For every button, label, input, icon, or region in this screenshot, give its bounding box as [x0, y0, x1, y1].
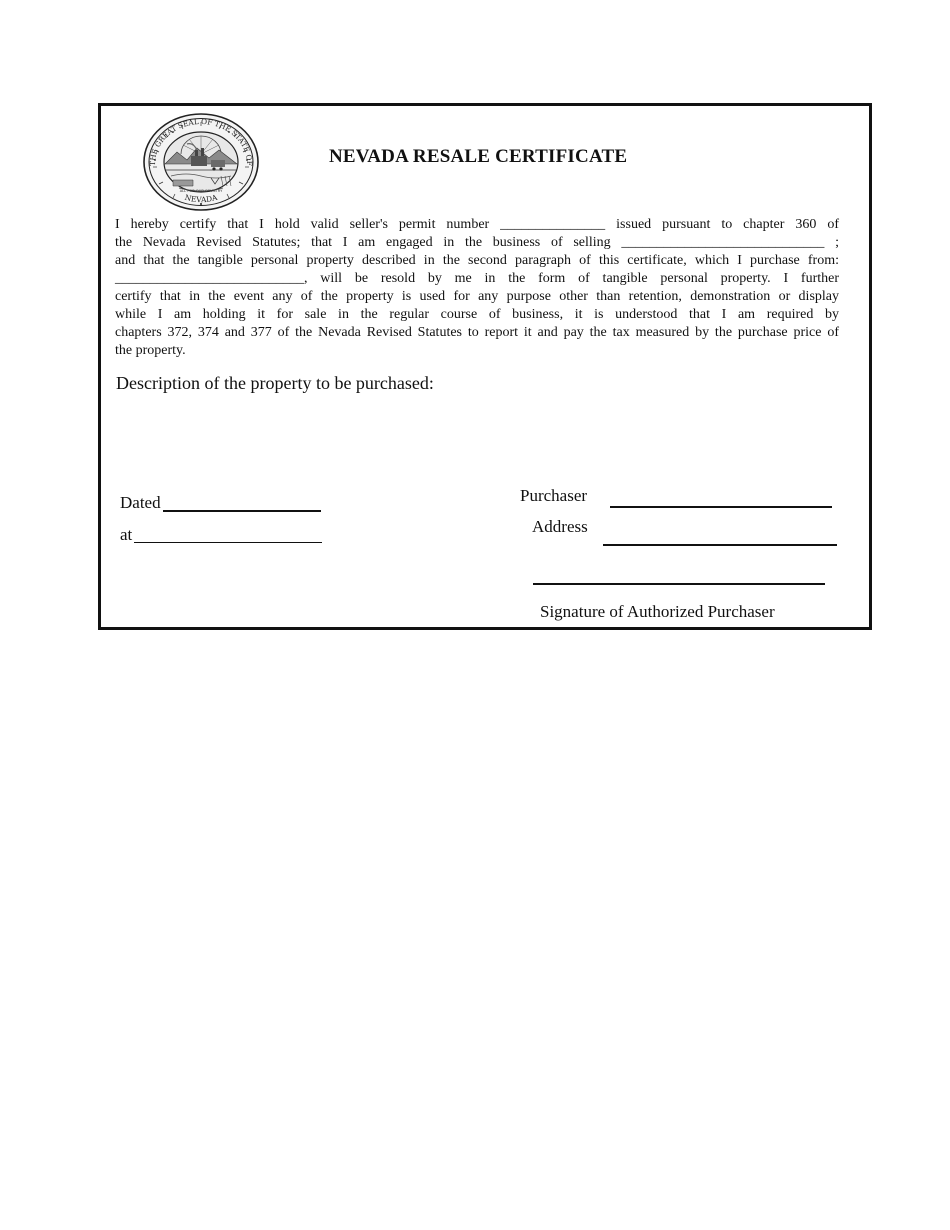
resale-certificate-form: [98, 103, 872, 630]
purchaser-field-line[interactable]: [610, 506, 832, 508]
certification-line-7: chapters 372, 374 and 377 of the Nevada Revised Statutes to report it and pay the tax measured by the purchase price of: [115, 325, 839, 340]
at-label: at: [120, 525, 133, 544]
certification-line-8: the property.: [115, 343, 186, 358]
certification-line-4: ___________________________, will be resold by me in the form of tangible personal property. I further: [115, 271, 839, 286]
seal-ring-text: THE GREAT SEAL OF THE STATE OF: [147, 116, 255, 166]
nevada-state-seal: [141, 112, 261, 212]
at-field-line[interactable]: [134, 542, 322, 543]
dated-label: Dated: [120, 493, 161, 512]
certification-statement: [115, 216, 839, 360]
signature-caption: Signature of Authorized Purchaser: [540, 602, 775, 621]
certification-line-3: and that the tangible personal property described in the second paragraph of this certificate, which I purchase from:: [115, 253, 839, 268]
certificate-title: NEVADA RESALE CERTIFICATE: [329, 146, 628, 167]
certification-line-2: the Nevada Revised Statutes; that I am engaged in the business of selling _____________________________ ;: [115, 235, 839, 250]
certification-line-6: while I am holding it for sale in the regular course of business, it is understood that I am required by: [115, 307, 839, 322]
seal-graphic: [141, 112, 261, 212]
purchaser-label: Purchaser: [520, 486, 588, 505]
dated-field-line[interactable]: [163, 510, 321, 512]
property-description-label: Description of the property to be purchased:: [116, 373, 434, 393]
seal-motto: ALL FOR OUR COUNTRY: [179, 189, 223, 193]
address-label: Address: [532, 517, 588, 536]
address-field-line[interactable]: [603, 544, 837, 546]
certification-line-5: certify that in the event any of the property is used for any purpose other than retention, demonstration or display: [115, 289, 839, 304]
certification-line-1: I hereby certify that I hold valid seller's permit number _______________ issued pursuant to chapter 360 of: [115, 217, 839, 232]
seal-state-name: NEVADA: [183, 192, 219, 205]
signature-field-line[interactable]: [533, 583, 825, 585]
